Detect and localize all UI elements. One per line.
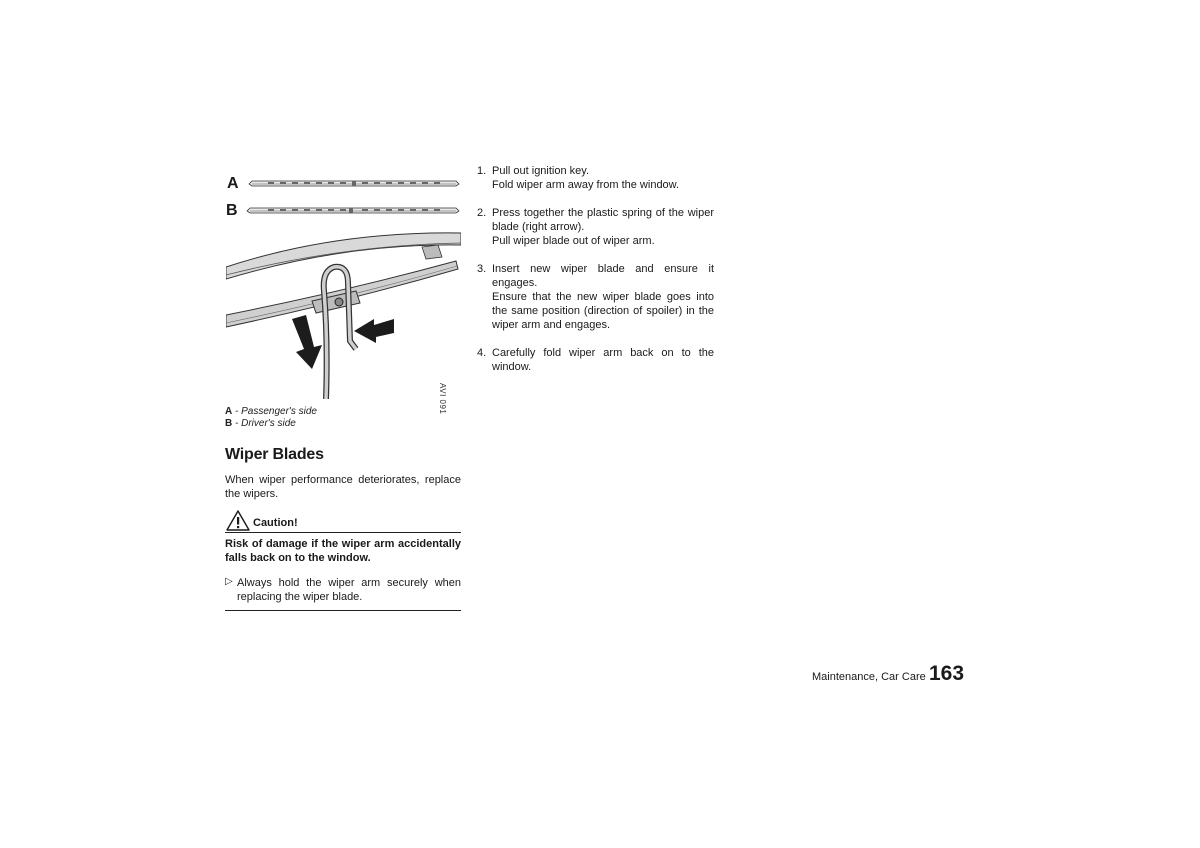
step-line: Carefully fold wiper arm back on to the window. bbox=[492, 347, 714, 373]
footer-section-name: Maintenance, Car Care bbox=[812, 671, 926, 683]
blade-b-label: B bbox=[226, 202, 238, 219]
caution-warning: Risk of damage if the wiper arm accidentally falls back on to the window. bbox=[225, 538, 461, 564]
step-item bbox=[477, 346, 714, 374]
section-title: Wiper Blades bbox=[225, 446, 324, 463]
step-item bbox=[477, 262, 714, 332]
step-number: 2. bbox=[477, 207, 487, 219]
wiper-blade-b-illustration bbox=[246, 205, 460, 217]
caption-b-text: - Driver's side bbox=[232, 418, 296, 429]
caption-a bbox=[225, 406, 317, 417]
step-item bbox=[477, 206, 714, 248]
caption-a-text: - Passenger's side bbox=[232, 406, 317, 417]
caution-bottom-rule bbox=[225, 610, 461, 611]
step-number: 3. bbox=[477, 263, 487, 275]
wiper-blade-a-illustration bbox=[248, 178, 460, 190]
steps-list bbox=[477, 164, 714, 388]
caption-a-key: A bbox=[225, 406, 233, 417]
page-number: 163 bbox=[929, 662, 965, 685]
caption-b-key: B bbox=[225, 418, 233, 429]
intro-paragraph: When wiper performance deteriorates, replace the wipers. bbox=[225, 474, 461, 500]
blade-a-label: A bbox=[227, 175, 239, 192]
step-line: Insert new wiper blade and ensure it engages. bbox=[492, 263, 714, 289]
step-line: Pull out ignition key. bbox=[492, 165, 590, 177]
step-line: Pull wiper blade out of wiper arm. bbox=[492, 235, 655, 247]
step-line: Press together the plastic spring of the wiper blade (right arrow). bbox=[492, 207, 714, 233]
caution-instruction: Always hold the wiper arm securely when replacing the wiper blade. bbox=[237, 577, 461, 603]
step-number: 1. bbox=[477, 165, 487, 177]
step-line: Fold wiper arm away from the window. bbox=[492, 179, 680, 191]
caption-b bbox=[225, 418, 296, 429]
caution-top-rule bbox=[225, 532, 461, 533]
warning-triangle-icon bbox=[226, 510, 250, 531]
step-number: 4. bbox=[477, 347, 487, 359]
wiper-removal-illustration bbox=[226, 231, 461, 399]
bullet-marker: ▷ bbox=[225, 576, 233, 587]
step-item bbox=[477, 164, 714, 192]
step-line: Ensure that the new wiper blade goes into the same position (direction of spoiler) in the wiper arm and engages. bbox=[492, 291, 714, 331]
caution-title: Caution! bbox=[253, 517, 298, 529]
figure-code: AVI 091 bbox=[438, 383, 447, 415]
